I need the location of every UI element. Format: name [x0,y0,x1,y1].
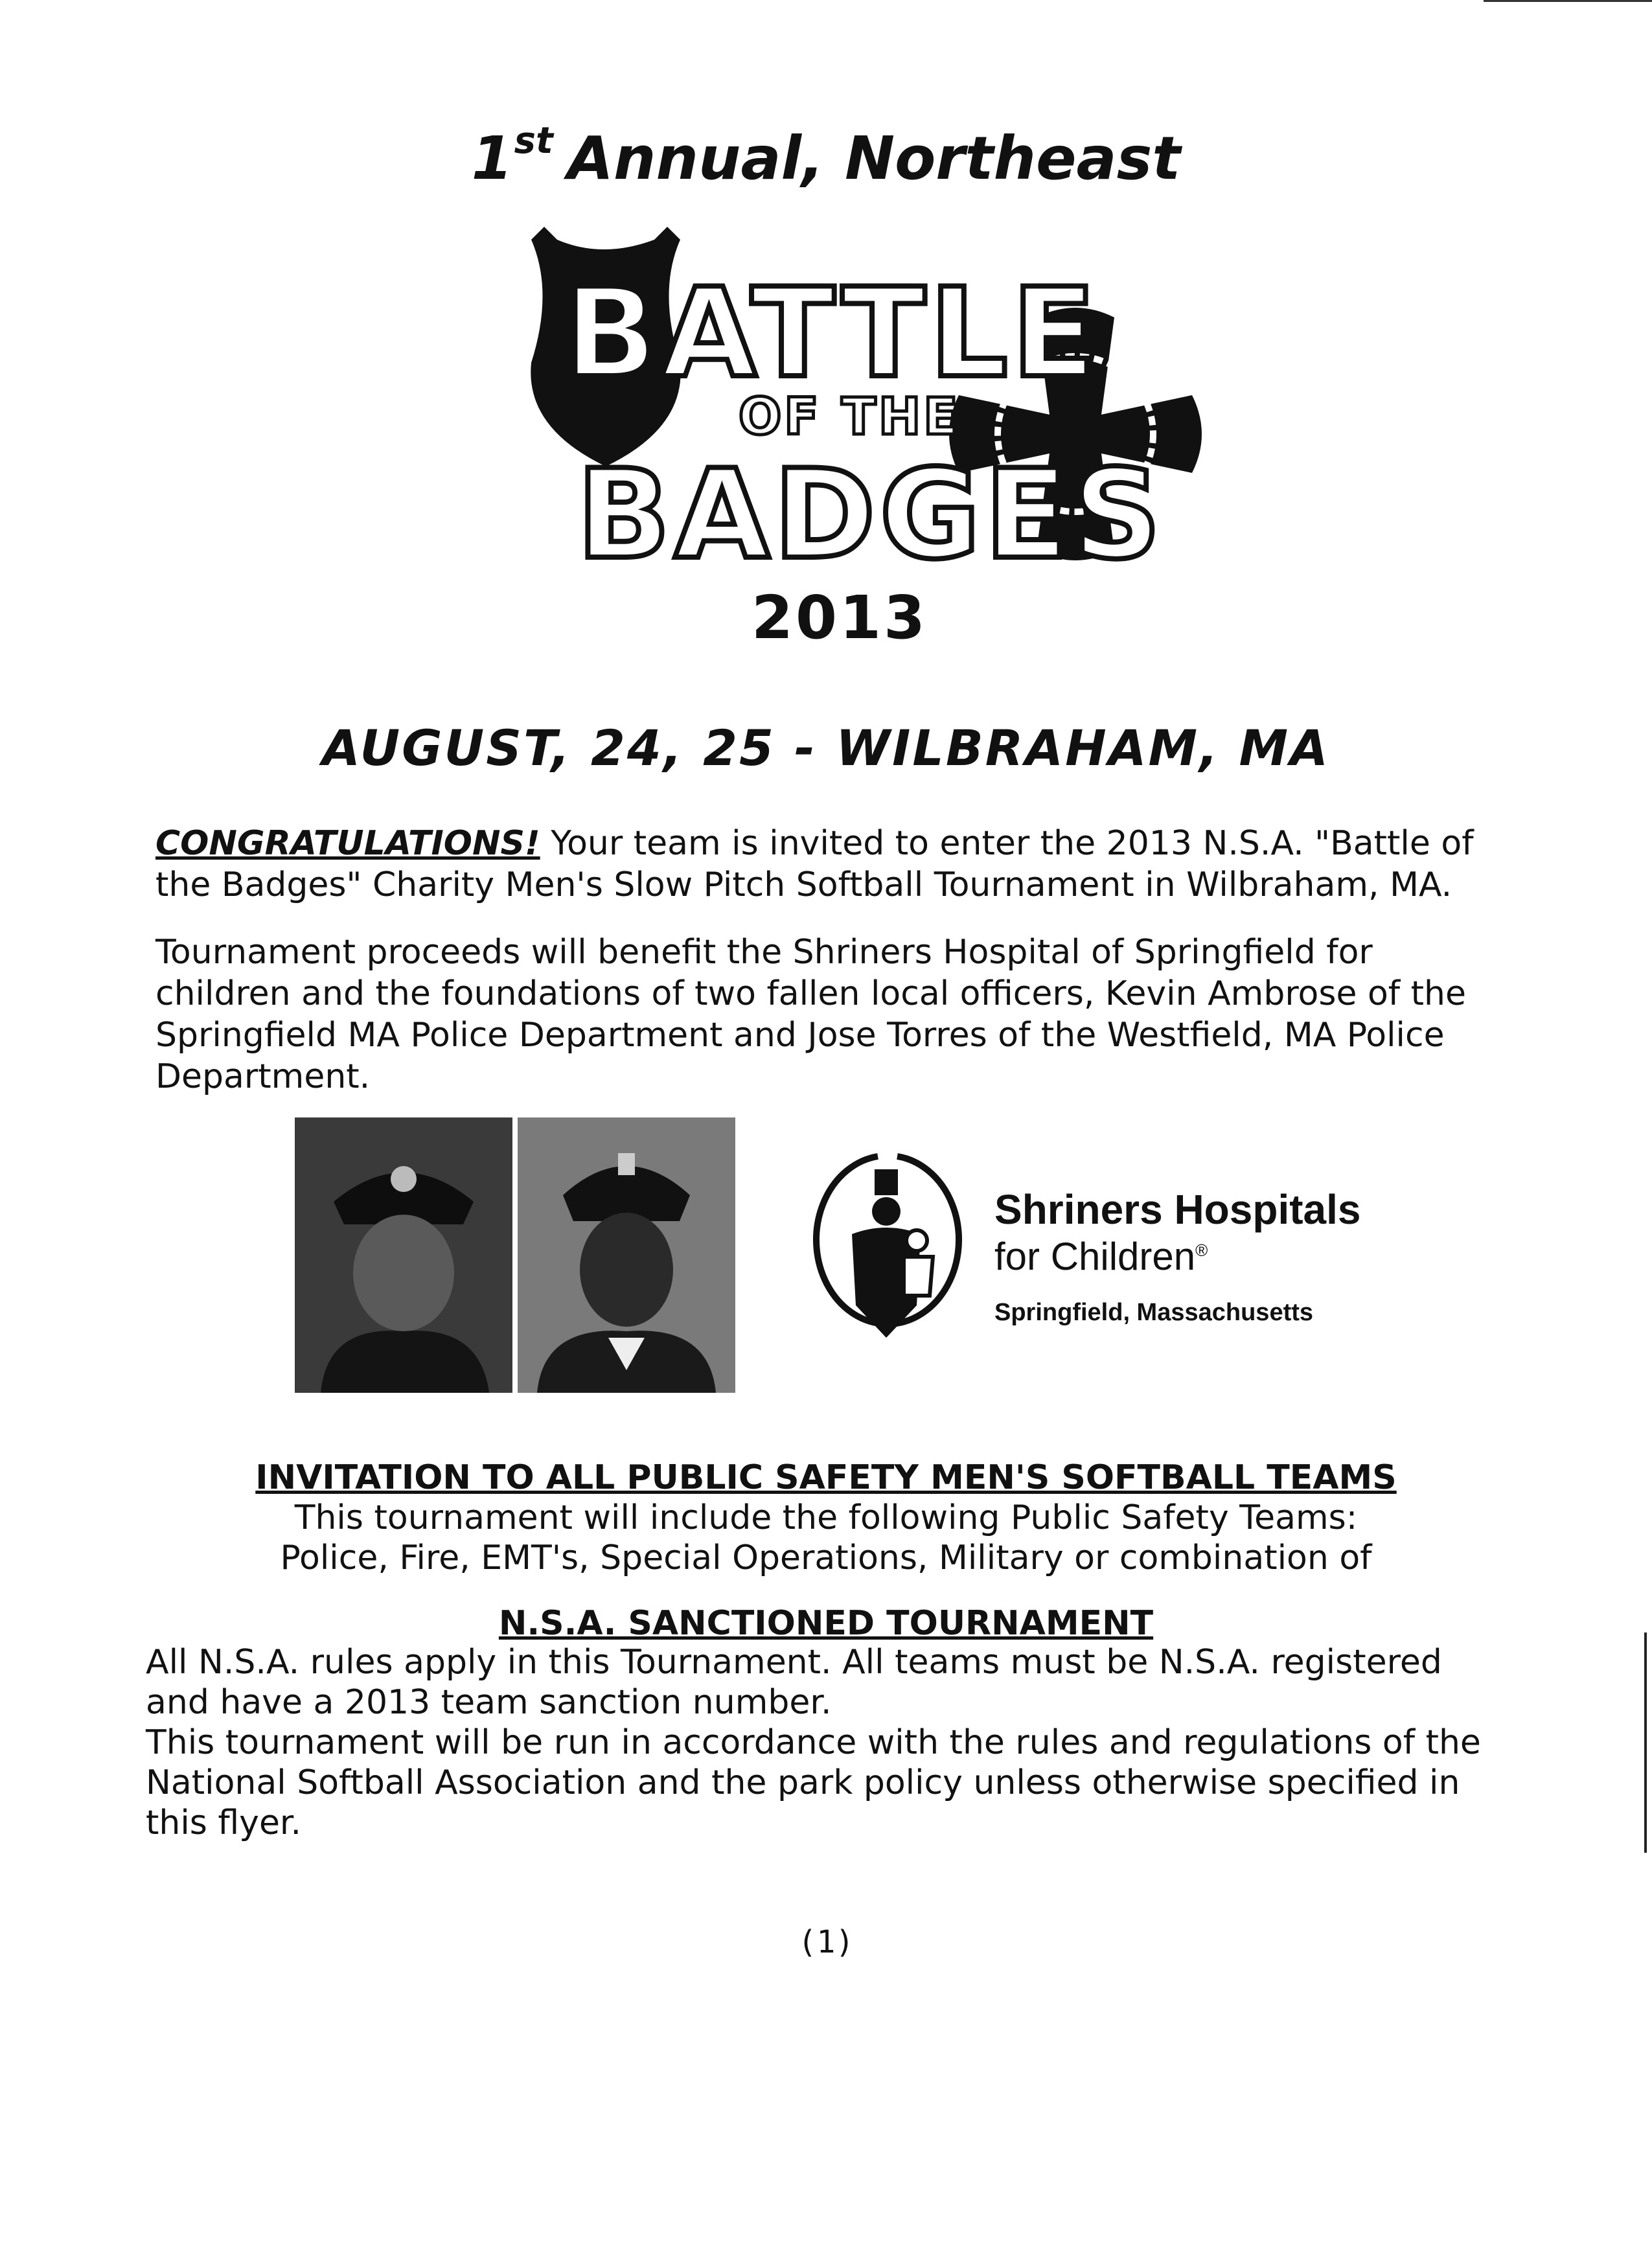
scan-artifact-edge [1644,1632,1647,1853]
shriners-name: Shriners Hospitals [994,1186,1361,1233]
event-header [0,120,1652,193]
header-ordinal: 1 [471,124,513,193]
officer-photo-2 [518,1117,735,1393]
sanction-paragraph-1: All N.S.A. rules apply in this Tournament. All teams must be N.S.A. registered and have a 2013 team sanction number. [146,1643,1442,1722]
header-title: Annual, Northeast [567,124,1181,193]
officer-photos [295,1117,735,1393]
logo-graphic [492,214,1218,654]
invitation-heading: INVITATION TO ALL PUBLIC SAFETY MEN'S SOFTBALL TEAMS [255,1458,1397,1497]
proceeds-paragraph: Tournament proceeds will benefit the Shriners Hospital of Springfield for children and the foundations of two fallen local officers, Kevin Ambrose of the Springfield MA Police Department and Jose Torres of the Westfield, MA Police Department. [155,933,1466,1096]
logo-year: 2013 [751,583,928,652]
shriners-subtitle [994,1234,1208,1279]
shriners-city: Springfield, Massachusetts [994,1299,1314,1326]
sanction-heading: N.S.A. SANCTIONED TOURNAMENT [498,1604,1154,1643]
shriners-emblem-icon [807,1143,969,1357]
officer-photo-1 [295,1117,512,1393]
congratulations-label: CONGRATULATIONS! [155,824,540,863]
battle-of-the-badges-logo [492,214,1218,654]
logo-line-badges: BADGES [577,443,1165,586]
logo-line-of-the: OF THE [739,388,961,446]
intro-paragraph [155,823,1509,906]
intro-text: Your team is invited to enter the 2013 N.S.A. "Battle of the Badges" Charity Men's Slow Pitch Softball Tournament in Wilbraham, MA. [155,824,1474,904]
logo-line-battle: BATTLE [564,262,1100,405]
invitation-line-1: This tournament will include the following Public Safety Teams: [294,1498,1358,1537]
event-dateline: AUGUST, 24, 25 - WILBRAHAM, MA [322,719,1330,777]
sanction-paragraph-2: This tournament will be run in accordance with the rules and regulations of the National Softball Association and the park policy unless otherwise specified in this flyer. [146,1723,1481,1842]
registered-mark: ® [1195,1241,1208,1260]
header-ordinal-suffix: st [514,120,553,162]
scan-artifact-top [1484,0,1652,2]
shriners-logo-block [807,1143,1454,1364]
invitation-line-2: Police, Fire, EMT's, Special Operations, Military or combination of [280,1539,1372,1577]
page-number: (1) [797,1924,855,1960]
shriners-sub-text: for Children [994,1235,1196,1278]
sanction-body [146,1642,1513,1843]
